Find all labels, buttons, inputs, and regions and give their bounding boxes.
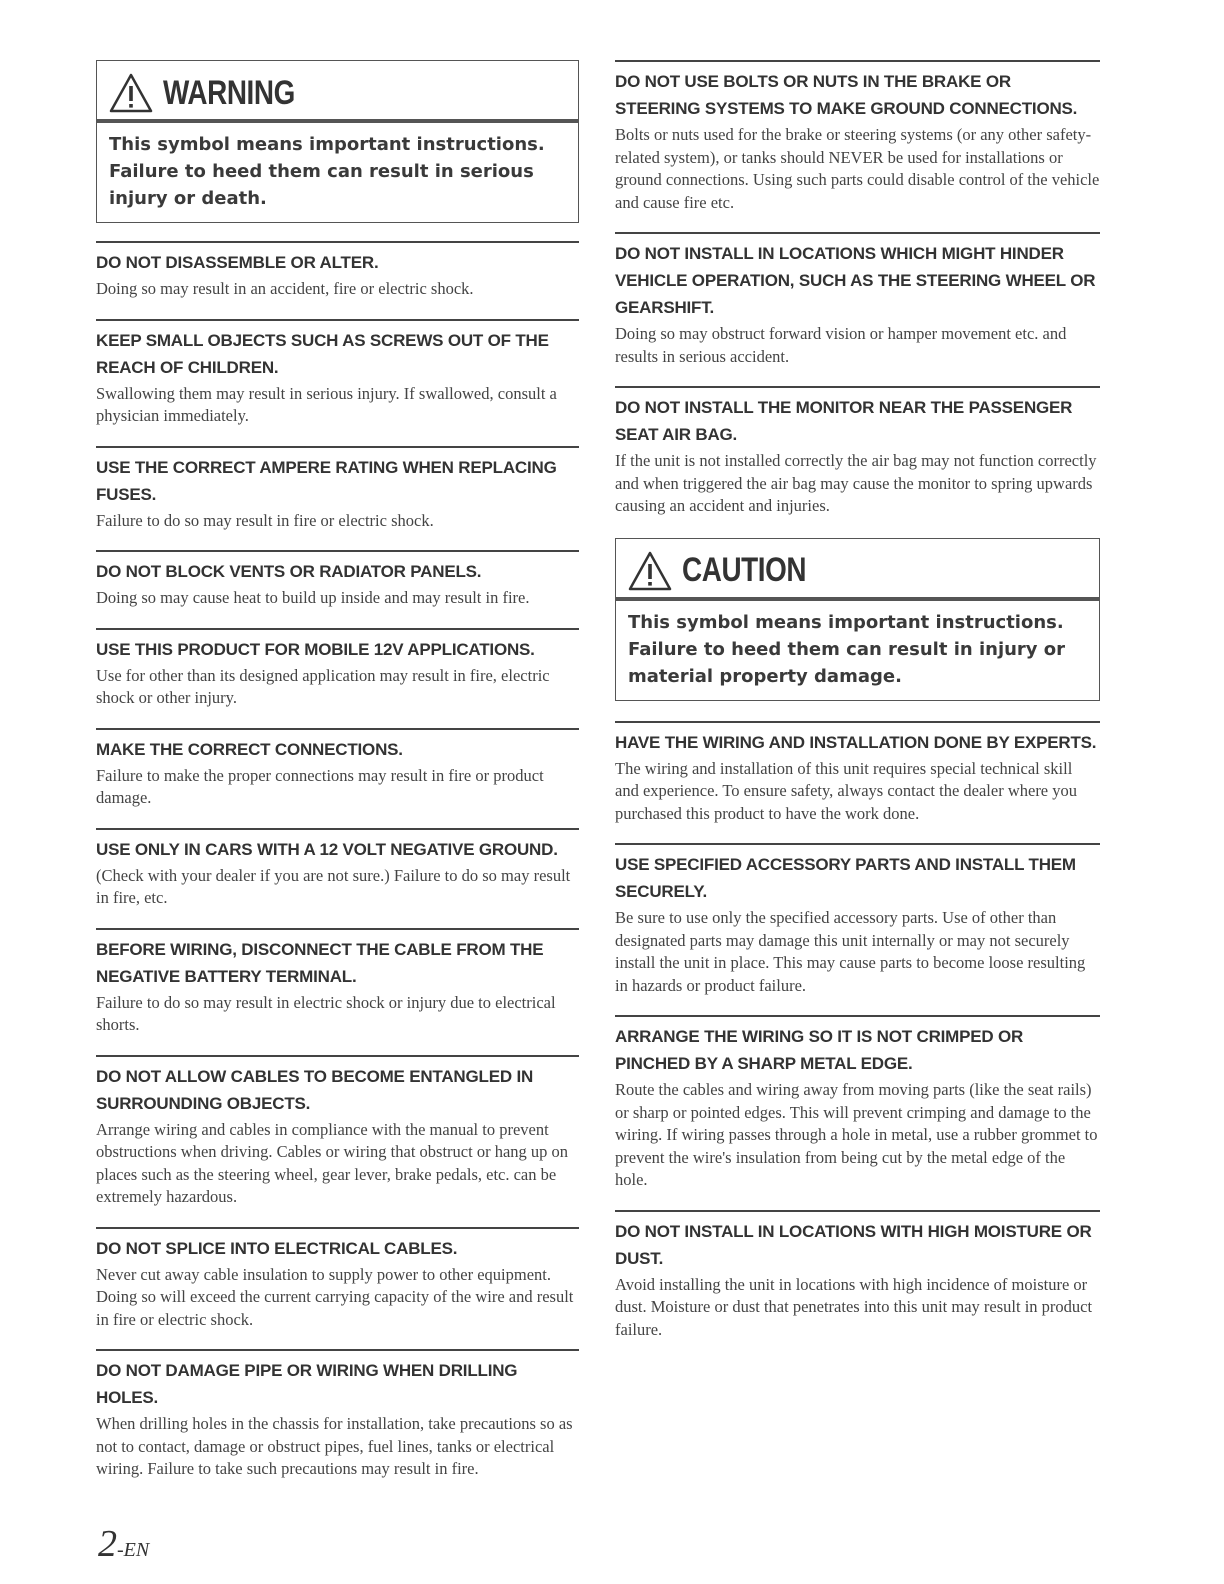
right-column <box>615 60 1100 1341</box>
section-body: Bolts or nuts used for the brake or steering systems (or any other safety-related system), or tanks should NEVER be used for installations or ground connections. Using such parts could disable control of the vehicle and cause fire etc. <box>615 125 1100 212</box>
left-sections <box>96 241 579 1481</box>
section-heading: DO NOT SPLICE INTO ELECTRICAL CABLES. <box>96 1238 458 1258</box>
section-heading: KEEP SMALL OBJECTS SUCH AS SCREWS OUT OF THE REACH OF CHILDREN. <box>96 330 549 377</box>
section-heading: DO NOT INSTALL IN LOCATIONS WHICH MIGHT HINDER VEHICLE OPERATION, SUCH AS THE STEERING WHEEL OR GEARSHIFT. <box>615 244 1096 317</box>
section-body: Avoid installing the unit in locations with high incidence of moisture or dust. Moisture or dust that penetrates into this unit may result in product failure. <box>615 1274 1093 1339</box>
section-heading: MAKE THE CORRECT CONNECTIONS. <box>96 739 403 759</box>
warning-section <box>615 1015 1100 1192</box>
section-heading: ARRANGE THE WIRING SO IT IS NOT CRIMPED OR PINCHED BY A SHARP METAL EDGE. <box>615 1027 1024 1073</box>
warning-section <box>96 1349 579 1481</box>
section-body: Failure to do so may result in electric shock or injury due to electrical shorts. <box>96 992 556 1034</box>
section-heading: USE ONLY IN CARS WITH A 12 VOLT NEGATIVE GROUND. <box>96 839 558 859</box>
warning-section <box>96 1055 579 1209</box>
section-body: Failure to do so may result in fire or electric shock. <box>96 510 434 530</box>
page-number-value: 2 <box>98 1523 117 1565</box>
warning-section <box>96 928 579 1037</box>
warning-title: WARNING <box>163 73 295 112</box>
section-heading: DO NOT INSTALL IN LOCATIONS WITH HIGH MOISTURE OR DUST. <box>615 1221 1092 1268</box>
section-heading: USE SPECIFIED ACCESSORY PARTS AND INSTALL THEM SECURELY. <box>615 855 1076 901</box>
warning-box <box>96 60 579 223</box>
section-heading: BEFORE WIRING, DISCONNECT THE CABLE FROM THE NEGATIVE BATTERY TERMINAL. <box>96 939 544 986</box>
warning-text: This symbol means important instructions. Failure to heed them can result in serious injury or death. <box>109 134 545 209</box>
caution-box <box>615 538 1100 701</box>
section-body: Swallowing them may result in serious injury. If swallowed, consult a physician immediately. <box>96 383 557 425</box>
section-heading: DO NOT BLOCK VENTS OR RADIATOR PANELS. <box>96 562 482 581</box>
section-body: Route the cables and wiring away from moving parts (like the seat rails) or sharp or pointed edges. This will prevent crimping and damage to the wiring. If wiring passes through a hole in metal, use a rubber grommet to prevent the wire's insulation from being cut by the metal edge of the hole. <box>615 1080 1098 1189</box>
section-body: Use for other than its designed application may result in fire, electric shock or other injury. <box>96 665 550 707</box>
warning-section <box>96 550 579 610</box>
section-heading: USE THE CORRECT AMPERE RATING WHEN REPLACING FUSES. <box>96 457 557 504</box>
warning-section <box>96 628 579 710</box>
section-body: Be sure to use only the specified accessory parts. Use of other than designated parts may damage this unit internally or may not securely install the unit in place. This may cause parts to become loose resulting in hazards or product failure. <box>615 908 1086 995</box>
section-heading: DO NOT ALLOW CABLES TO BECOME ENTANGLED IN SURROUNDING OBJECTS. <box>96 1066 534 1113</box>
section-heading: DO NOT DISASSEMBLE OR ALTER. <box>96 253 379 272</box>
warning-section <box>96 319 579 428</box>
page-number <box>98 1522 149 1566</box>
section-body: Doing so may result in an accident, fire or electric shock. <box>96 279 474 298</box>
section-heading: DO NOT USE BOLTS OR NUTS IN THE BRAKE OR STEERING SYSTEMS TO MAKE GROUND CONNECTIONS. <box>615 72 1078 118</box>
section-heading: DO NOT DAMAGE PIPE OR WIRING WHEN DRILLING HOLES. <box>96 1361 518 1407</box>
left-column <box>96 60 579 1481</box>
caution-text: This symbol means important instructions. Failure to heed them can result in injury or material property damage. <box>628 611 1066 687</box>
section-body: Arrange wiring and cables in compliance with the manual to prevent obstructions when driving. Cables or wiring that obstruct or hang up on places such as the steering wheel, gear lever, brake pedals, etc. can be extremely hazardous. <box>96 1119 569 1206</box>
warning-header <box>97 61 578 123</box>
warning-section <box>615 721 1100 826</box>
warning-section <box>96 241 579 301</box>
warning-section <box>96 446 579 533</box>
warning-section <box>615 843 1100 997</box>
section-body: (Check with your dealer if you are not sure.) Failure to do so may result in fire, etc. <box>96 865 571 907</box>
warning-section <box>96 1227 579 1332</box>
caution-header <box>616 539 1099 601</box>
section-body: Failure to make the proper connections may result in fire or product damage. <box>96 765 544 807</box>
warning-section <box>615 1210 1100 1342</box>
section-heading: USE THIS PRODUCT FOR MOBILE 12V APPLICATIONS. <box>96 639 535 659</box>
warning-section <box>615 60 1100 214</box>
section-body: If the unit is not installed correctly the air bag may not function correctly and when triggered the air bag may cause the monitor to spring upwards causing an accident and injuries. <box>615 451 1097 515</box>
right-sections-top <box>615 60 1100 518</box>
warning-triangle-icon <box>109 73 153 113</box>
warning-section <box>96 828 579 910</box>
caution-triangle-icon <box>628 551 672 591</box>
warning-section <box>615 386 1100 518</box>
section-body: Doing so may obstruct forward vision or hamper movement etc. and results in serious accident. <box>615 324 1067 366</box>
section-body: When drilling holes in the chassis for installation, take precautions so as not to contact, damage or obstruct pipes, fuel lines, tanks or electrical wiring. Failure to take such precautions may result in fire. <box>96 1414 573 1478</box>
caution-title: CAUTION <box>682 551 807 589</box>
warning-section <box>96 728 579 810</box>
page-number-suffix: -EN <box>117 1539 150 1561</box>
section-heading: DO NOT INSTALL THE MONITOR NEAR THE PASSENGER SEAT AIR BAG. <box>615 398 1073 444</box>
section-body: The wiring and installation of this unit requires special technical skill and experience. To ensure safety, always contact the dealer where you purchased this product to have the work done. <box>615 758 1078 823</box>
section-body: Never cut away cable insulation to supply power to other equipment. Doing so will exceed the current carrying capacity of the wire and result in fire or electric shock. <box>96 1264 574 1329</box>
section-body: Doing so may cause heat to build up inside and may result in fire. <box>96 588 530 607</box>
warning-section <box>615 232 1100 368</box>
section-heading: HAVE THE WIRING AND INSTALLATION DONE BY EXPERTS. <box>615 732 1097 752</box>
right-sections-bottom <box>615 721 1100 1342</box>
